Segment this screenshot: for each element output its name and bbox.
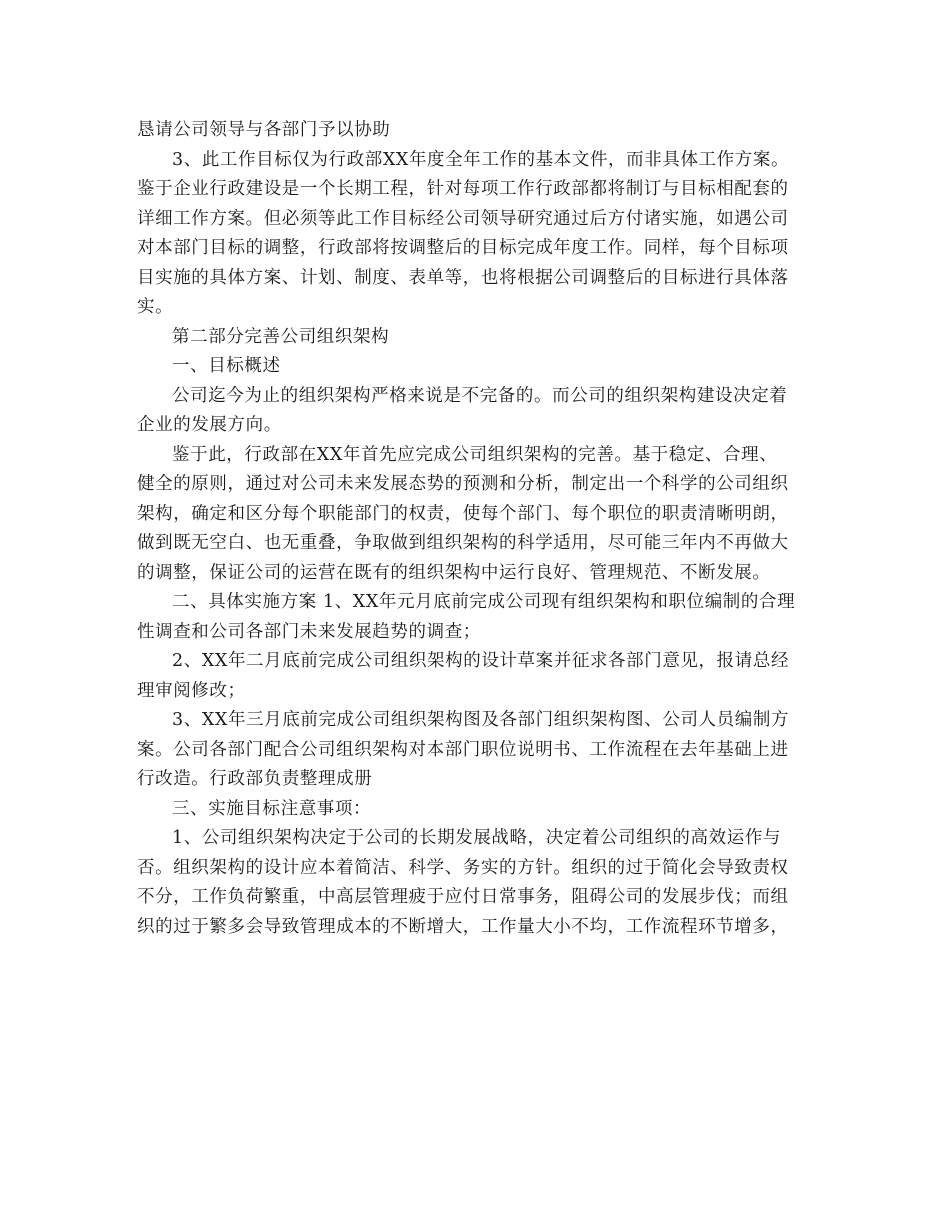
text-line: 企业的发展方向。 [137, 415, 282, 435]
text-line: 目实施的具体方案、计划、制度、表单等，也将根据公司调整后的目标进行具体落 [137, 267, 789, 288]
text-line: 鉴于此，行政部在XX年首先应完成公司组织架构的完善。基于稳定、合理、 [172, 444, 778, 465]
text-line: 公司迄今为止的组织架构严格来说是不完备的。而公司的组织架构建设决定着 [172, 385, 788, 406]
text-line: 织的过于繁多会导致管理成本的不断增大，工作量大小不均，工作流程环节增多， [137, 916, 789, 937]
document-body [137, 116, 817, 942]
text-line: 行改造。行政部负责整理成册 [137, 769, 373, 789]
text-line: 一、目标概述 [172, 356, 281, 376]
text-line: 否。组织架构的设计应本着简洁、科学、务实的方针。组织的过于简化会导致责权 [137, 857, 789, 878]
text-line: 理审阅修改； [137, 680, 246, 701]
text-line: 二、具体实施方案 1、XX年元月底前完成公司现有组织架构和职位编制的合理 [172, 592, 796, 612]
text-line: 第二部分完善公司组织架构 [172, 326, 390, 347]
text-line: 对本部门目标的调整，行政部将按调整后的目标完成年度工作。同样，每个目标项 [137, 238, 789, 258]
text-line: 3、此工作目标仅为行政部XX年度全年工作的基本文件，而非具体工作方案。 [172, 149, 790, 170]
text-line: 案。公司各部门配合公司组织架构对本部门职位说明书、工作流程在去年基础上进 [137, 739, 789, 760]
text-line: 实。 [137, 297, 174, 317]
text-line: 三、实施目标注意事项： [172, 798, 372, 819]
text-line: 3、XX年三月底前完成公司组织架构图及各部门组织架构图、公司人员编制方 [172, 710, 790, 730]
text-line: 的调整，保证公司的运营在既有的组织架构中运行良好、管理规范、不断发展。 [137, 562, 771, 583]
text-line: 做到既无空白、也无重叠，争取做到组织架构的科学适用，尽可能三年内不再做大 [137, 533, 789, 553]
text-line: 详细工作方案。但必须等此工作目标经公司领导研究通过后方付诸实施，如遇公司 [137, 208, 789, 229]
text-line: 性调查和公司各部门未来发展趋势的调查； [137, 621, 481, 642]
text-line: 健全的原则，通过对公司未来发展态势的预测和分析，制定出一个科学的公司组织 [137, 474, 789, 494]
text-line: 恳请公司领导与各部门予以协助 [137, 120, 391, 140]
text-line: 架构，确定和区分每个职能部门的权责，使每个部门、每个职位的职责清晰明朗， [137, 503, 789, 524]
text-line: 鉴于企业行政建设是一个长期工程，针对每项工作行政部都将制订与目标相配套的 [137, 179, 789, 199]
text-line: 2、XX年二月底前完成公司组织架构的设计草案并征求各部门意见，报请总经 [172, 651, 790, 671]
text-line: 1、公司组织架构决定于公司的长期发展战略，决定着公司组织的高效运作与 [172, 828, 782, 848]
text-line: 不分，工作负荷繁重，中高层管理疲于应付日常事务，阻碍公司的发展步伐；而组 [137, 887, 789, 907]
